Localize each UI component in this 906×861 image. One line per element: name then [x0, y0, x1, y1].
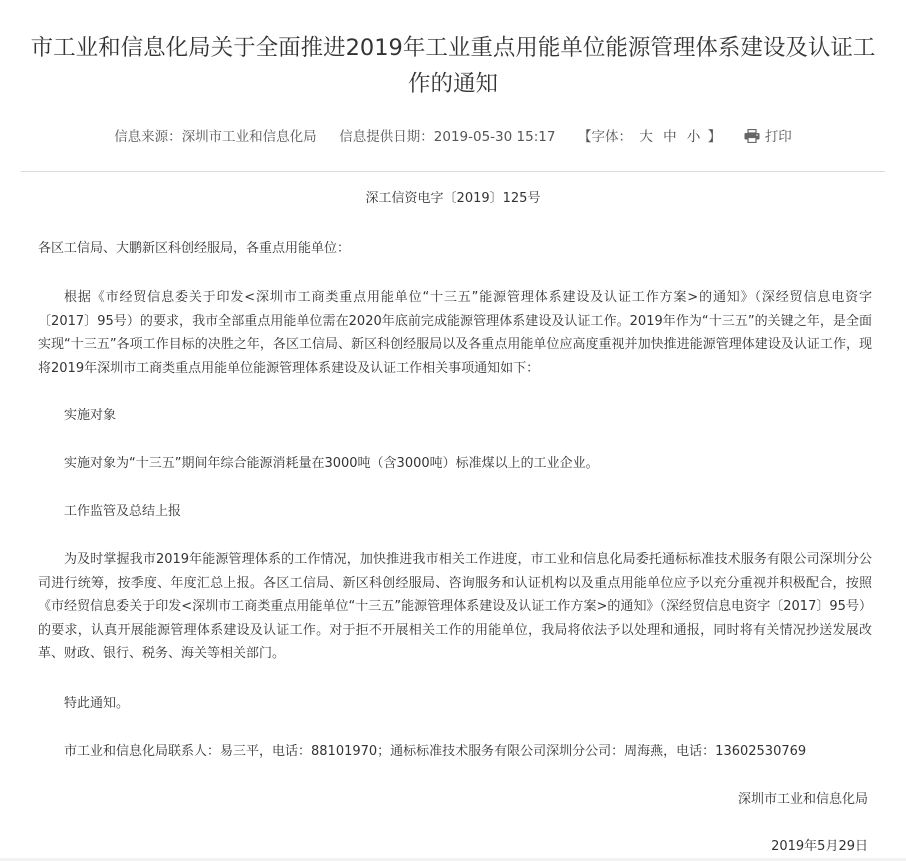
date-label: 信息提供日期：	[339, 129, 434, 145]
font-size-close: 】	[707, 129, 722, 145]
paragraph-intro: 根据《市经贸信息委关于印发<深圳市工商类重点用能单位“十三五”能源管理体系建设及认证工作方案>的通知》（深经贸信息电资字〔2017〕95号）的要求，我市全部重点用能单位需在2020年底前完成能源管理体系建设及认证工作。2019年作为“十三五”的关键之年，是全面实现“十三五”各项工作目标的决胜之年，各区工信局、新区科创经服局以及各重点用能单位应高度重视并加快推进能源管理体建设及认证工作，现将2019年深圳市工商类重点用能单位能源管理体系建设及认证工作相关事项通知如下：	[38, 290, 872, 376]
source-value: 深圳市工业和信息化局	[181, 129, 317, 145]
salutation: 各区工信局、大鹏新区科创经服局，各重点用能单位：	[38, 241, 351, 256]
font-size-control	[578, 126, 721, 148]
source-label: 信息来源：	[114, 129, 182, 145]
paragraph-target: 实施对象为“十三五”期间年综合能源消耗量在3000吨（含3000吨）标准煤以上的工业企业。	[64, 456, 599, 471]
section-heading-target: 实施对象	[64, 408, 117, 423]
article-title: 市工业和信息化局关于全面推进2019年工业重点用能单位能源管理体系建设及认证工作的通知	[30, 35, 876, 97]
article-meta	[0, 126, 906, 148]
document-number: 深工信资电字〔2019〕125号	[365, 191, 541, 206]
closing-notice: 特此通知。	[64, 696, 130, 711]
contact-info: 市工业和信息化局联系人：易三平，电话：88101970；通标标准技术服务有限公司深圳分公司：周海燕，电话：13602530769	[64, 744, 807, 759]
printer-icon	[744, 129, 760, 143]
font-size-label: 【字体：	[578, 129, 633, 145]
print-button[interactable]	[744, 126, 792, 148]
font-medium-button[interactable]: 中	[663, 129, 677, 145]
signature-org: 深圳市工业和信息化局	[737, 792, 868, 807]
paragraph-supervision: 为及时掌握我市2019年能源管理体系的工作情况，加快推进我市相关工作进度，市工业和信息化局委托通标标准技术服务有限公司深圳分公司进行统筹，按季度、年度汇总上报。各区工信局、新区科创经服局、咨询服务和认证机构以及重点用能单位应予以充分重视并积极配合，按照《市经贸信息委关于印发<深圳市工商类重点用能单位“十三五”能源管理体系建设及认证工作方案>的通知》（深经贸信息电资字〔2017〕95号）的要求，认真开展能源管理体系建设及认证工作。对于拒不开展相关工作的用能单位，我局将依法予以处理和通报，同时将有关情况抄送发展改革、财政、银行、税务、海关等相关部门。	[38, 552, 872, 661]
font-large-button[interactable]: 大	[639, 129, 653, 145]
header-divider	[21, 171, 885, 172]
signature-date: 2019年5月29日	[771, 839, 868, 854]
section-heading-supervision: 工作监管及总结上报	[64, 504, 182, 519]
date-value: 2019-05-30 15:17	[433, 129, 556, 145]
font-small-button[interactable]: 小	[686, 129, 701, 145]
print-label: 打印	[764, 129, 792, 145]
